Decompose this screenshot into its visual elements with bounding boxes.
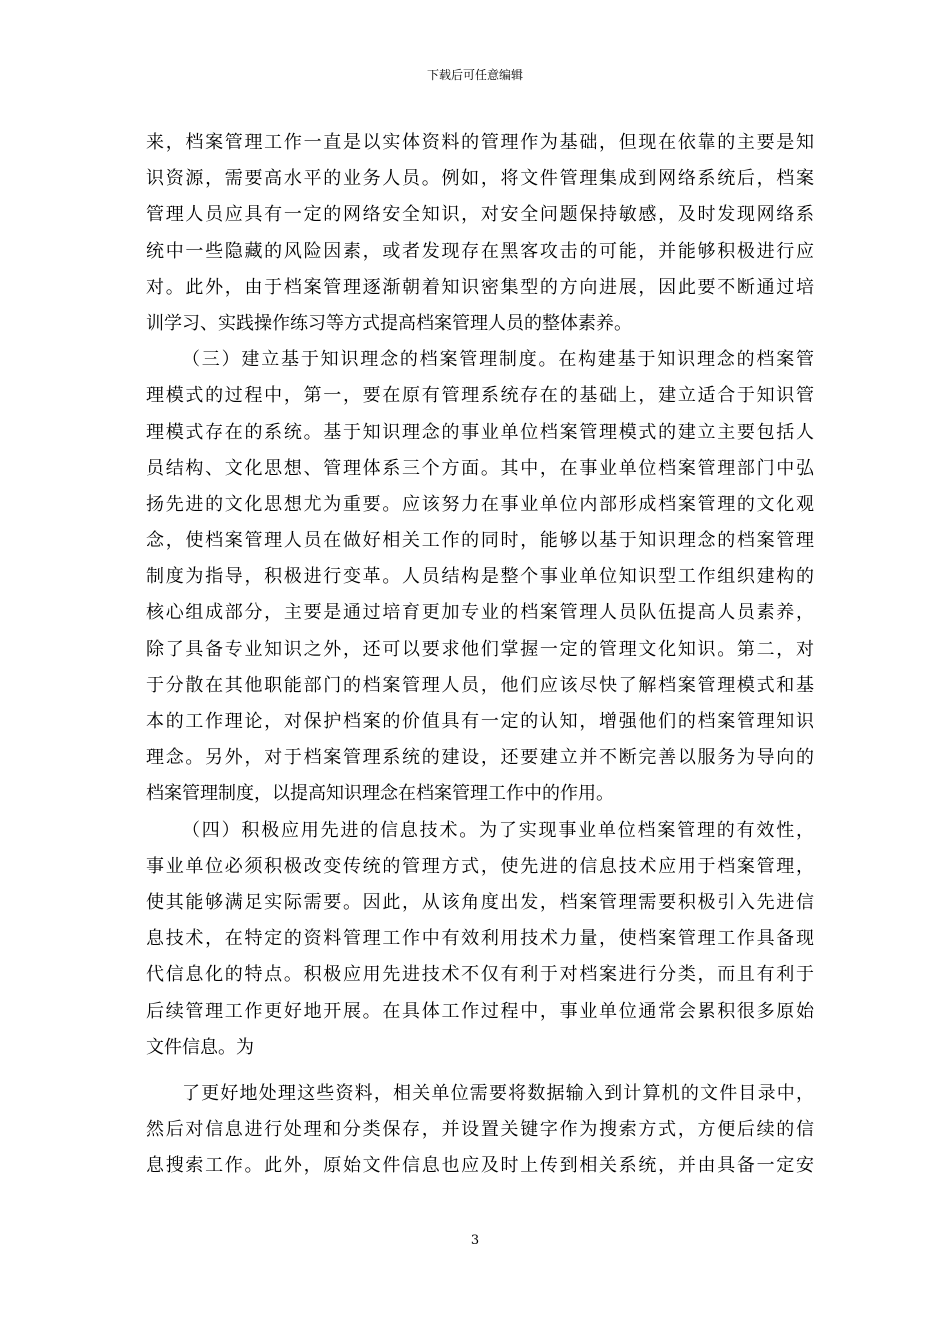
text-line: 然后对信息进行处理和分类保存，并设置关键字作为搜索方式，方便后续的信 <box>146 1119 814 1141</box>
paragraph-4 <box>146 1076 814 1185</box>
text-line: 文件信息。为 <box>146 1036 254 1058</box>
text-line: 管理人员应具有一定的网络安全知识，对安全问题保持敏感，及时发现网络系 <box>146 204 814 226</box>
text-line: 核心组成部分，主要是通过培育更加专业的档案管理人员队伍提高人员素养， <box>146 602 814 624</box>
body-text <box>146 125 814 1184</box>
page-header: 下载后可任意编辑 <box>426 68 523 82</box>
text-line: 员结构、文化思想、管理体系三个方面。其中，在事业单位档案管理部门中弘 <box>146 457 814 479</box>
text-line: （三）建立基于知识理念的档案管理制度。在构建基于知识理念的档案管 <box>182 349 814 371</box>
paragraph-gap <box>146 1066 814 1076</box>
paragraph-1 <box>146 125 814 342</box>
text-line: 使其能够满足实际需要。因此，从该角度出发，档案管理需要积极引入先进信 <box>146 891 814 913</box>
text-line: 对。此外，由于档案管理逐渐朝着知识密集型的方向进展，因此要不断通过培 <box>146 276 814 298</box>
paragraph-2 <box>146 342 814 812</box>
text-line: 制度为指导，积极进行变革。人员结构是整个事业单位知识型工作组织建构的 <box>146 566 814 588</box>
text-line: 后续管理工作更好地开展。在具体工作过程中，事业单位通常会累积很多原始 <box>146 1000 814 1022</box>
paragraph-3 <box>146 813 814 1066</box>
text-line: 理模式存在的系统。基于知识理念的事业单位档案管理模式的建立主要包括人 <box>146 421 814 443</box>
text-line: 理模式的过程中，第一，要在原有管理系统存在的基础上，建立适合于知识管 <box>146 385 814 407</box>
text-line: 扬先进的文化思想尤为重要。应该努力在事业单位内部形成档案管理的文化观 <box>146 493 814 515</box>
text-line: 训学习、实践操作练习等方式提高档案管理人员的整体素养。 <box>146 312 632 334</box>
text-line: 了更好地处理这些资料，相关单位需要将数据输入到计算机的文件目录中， <box>182 1082 814 1104</box>
text-line: 统中一些隐藏的风险因素，或者发现存在黑客攻击的可能，并能够积极进行应 <box>146 240 814 262</box>
page-number: 3 <box>470 1233 480 1248</box>
text-line: 于分散在其他职能部门的档案管理人员，他们应该尽快了解档案管理模式和基 <box>146 674 814 696</box>
text-line: 来，档案管理工作一直是以实体资料的管理作为基础，但现在依靠的主要是知 <box>146 132 814 153</box>
text-line: 息技术，在特定的资料管理工作中有效利用技术力量，使档案管理工作具备现 <box>146 928 814 950</box>
text-line: 代信息化的特点。积极应用先进技术不仅有利于对档案进行分类，而且有利于 <box>146 964 814 986</box>
text-line: （四）积极应用先进的信息技术。为了实现事业单位档案管理的有效性， <box>182 819 814 841</box>
text-line: 本的工作理论，对保护档案的价值具有一定的认知，增强他们的档案管理知识 <box>146 711 814 732</box>
text-line: 识资源，需要高水平的业务人员。例如，将文件管理集成到网络系统后，档案 <box>146 168 814 190</box>
text-line: 档案管理制度，以提高知识理念在档案管理工作中的作用。 <box>146 783 614 805</box>
text-line: 念，使档案管理人员在做好相关工作的同时，能够以基于知识理念的档案管理 <box>146 530 814 552</box>
text-line: 事业单位必须积极改变传统的管理方式，使先进的信息技术应用于档案管理， <box>146 855 814 877</box>
text-line: 息搜索工作。此外，原始文件信息也应及时上传到相关系统，并由具备一定安 <box>146 1155 814 1177</box>
text-line: 除了具备专业知识之外，还可以要求他们掌握一定的管理文化知识。第二，对 <box>146 638 814 660</box>
text-line: 理念。另外，对于档案管理系统的建设，还要建立并不断完善以服务为导向的 <box>146 747 814 769</box>
